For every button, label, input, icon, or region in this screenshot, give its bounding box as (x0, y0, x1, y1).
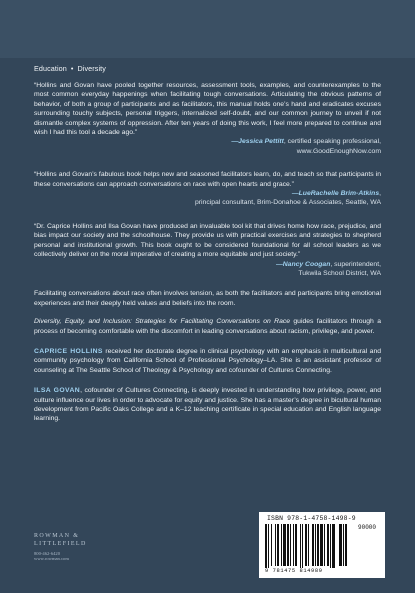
cover-text (34, 81, 381, 424)
category-line (34, 64, 106, 73)
description-text: guides facilitators through a process of becoming comfortable with the discomfort in leading conversations about racism, privilege, and power. (34, 318, 381, 335)
publisher-name-line-2: LITTLEFIELD (34, 540, 87, 547)
author-name: CAPRICE HOLLINS (34, 347, 103, 355)
blurb-author-name: —Nancy Coogan (275, 260, 331, 268)
blurb-author-title-2: principal consultant, Brim-Donahoe & Associates, Seattle, WA (195, 199, 381, 207)
blurb-attribution (34, 189, 381, 208)
category-education: Education (34, 64, 67, 73)
blurb-quote: “Hollins and Govan have pooled together resources, assessment tools, examples, and counterexamples to the most common everyday happenings when facilitating tough conversations. Articulating the obvious patterns of behavior, of both a group of participants and as facilitators, this manual holds one’s hand and eradicates excuses surrounding touchy subjects, personal triggers, internalized self-doubt, and our common journey to unveil if not dismantle complex systems of oppression. After ten years of doing this work, I feel more prepared to continue and wish I had this tool a decade ago.” (34, 82, 381, 137)
top-band (0, 0, 415, 58)
category-separator: • (70, 64, 74, 73)
blurb-author-name: —LueRachelle Brim-Atkins (291, 190, 380, 198)
blurb-author-title: , certified speaking professional, (283, 138, 381, 146)
author-name: ILSA GOVAN (34, 387, 81, 395)
publisher-phone: 800-462-6420 (34, 551, 61, 556)
isbn-text: ISBN 978-1-4758-1498-9 (267, 515, 356, 522)
publisher-url: www.rowman.com (34, 556, 69, 561)
blurb-quote: “Dr. Caprice Hollins and Ilsa Govan have produced an invaluable tool kit that drives home how race, prejudice, and bias impact our society and the schoolhouse. They provide us with practical exercises and strategies to shepherd personal and institutional growth. This book ought to be considered foundational for all school leaders as we collectively deliver on the moral imperative of creating a more equitable and just society.” (34, 222, 381, 259)
category-diversity: Diversity (77, 64, 106, 73)
blurb-attribution (34, 260, 381, 279)
publisher-logo (34, 533, 87, 561)
blurb-quote: “Hollins and Govan’s fabulous book helps new and seasoned facilitators learn, do, and teach so that participants in these conversations can approach conversations on race with open hearts and grace.” (34, 171, 381, 188)
blurb-brim-atkins (34, 170, 381, 189)
publisher-name-line-1: ROWMAN & (34, 533, 80, 539)
author-bio-hollins (34, 347, 381, 375)
barcode (259, 512, 385, 578)
barcode-number: 9 781475 814989 (265, 568, 323, 574)
barcode-bars (265, 524, 379, 568)
author-bio: received her doctorate degree in clinical psychology with an emphasis in multicultural and community psychology from California School of Professional Psychology–LA. She is an assistant professor of counseling at The Seattle School of Theology & Psychology and cofounder of Cultures Connecting. (34, 347, 382, 374)
author-bio: , cofounder of Cultures Connecting, is deeply invested in understanding how privilege, power, and culture influence our lives in order to advocate for equity and justice. She has a master’s degree in bicultural human development from Pacific Oaks College and a K–12 teaching certificate in special education and English language learning. (34, 387, 381, 423)
author-bio-govan (34, 386, 381, 424)
description-paragraph-2 (34, 317, 381, 336)
blurb-author-name: —Jessica Pettitt (231, 138, 284, 146)
blurb-author-title-2: www.GoodEnoughNow.com (296, 147, 381, 155)
price-code: 90000 (358, 524, 377, 531)
blurb-attribution (34, 137, 381, 156)
blurb-author-title: , superintendent, (330, 260, 381, 268)
book-title: Diversity, Equity, and Inclusion: Strategies for Facilitating Conversations on Race (34, 318, 291, 326)
description-paragraph-1: Facilitating conversations about race often involves tension, as both the facilitators and participants bring emotional experiences and their deeply held values and beliefs into the room. (34, 290, 381, 307)
blurb-pettitt (34, 81, 381, 137)
blurb-coogan (34, 222, 381, 260)
blurb-author-title: , (379, 190, 381, 198)
blurb-author-title-2: Tukwila School District, WA (298, 269, 381, 277)
